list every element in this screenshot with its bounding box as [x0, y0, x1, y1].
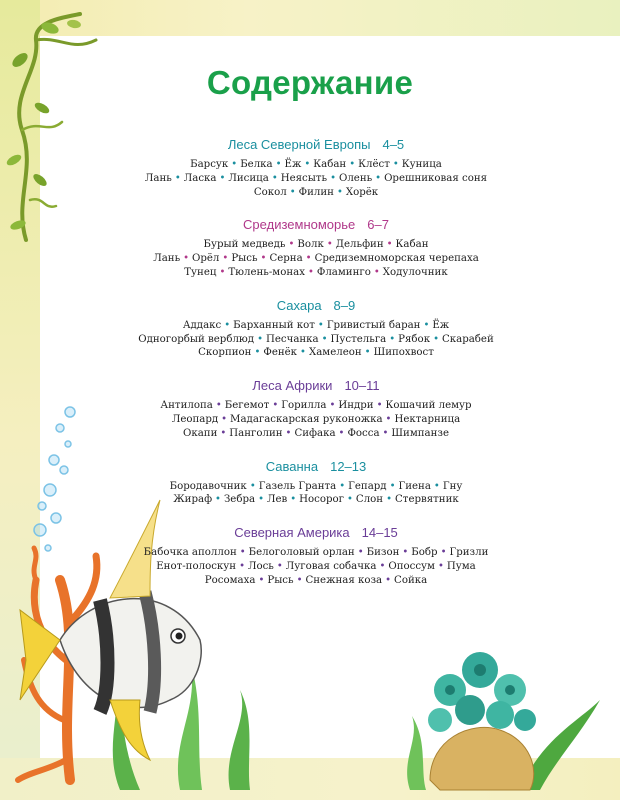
section-pages: 12–13: [330, 458, 367, 474]
section-pages: 10–11: [344, 378, 380, 394]
bullet-separator: •: [219, 266, 226, 278]
animal-name: Лось: [247, 560, 274, 572]
toc-section: [116, 216, 516, 279]
section-heading[interactable]: [116, 216, 516, 234]
animal-name: Ёж: [284, 159, 302, 170]
animal-name: Ходулочник: [382, 266, 448, 278]
bullet-separator: •: [347, 494, 353, 506]
bullet-separator: •: [437, 560, 444, 572]
animal-name: Гиена: [398, 480, 431, 492]
animal-name: Гну: [442, 480, 463, 492]
animal-name: Рысь: [231, 253, 258, 265]
animal-row: [116, 574, 516, 588]
bullet-separator: •: [220, 427, 227, 439]
animal-row: [116, 346, 516, 360]
animal-row: [116, 427, 516, 441]
animal-row: [116, 413, 516, 427]
animal-name: Скорпион: [198, 347, 252, 359]
animal-name: Скарабей: [441, 333, 494, 345]
bullet-separator: •: [271, 172, 278, 184]
bullet-separator: •: [304, 159, 311, 170]
bullet-separator: •: [423, 319, 430, 331]
bullet-separator: •: [231, 159, 238, 170]
animal-name: Мадагаскарская руконожка: [230, 413, 383, 425]
bullet-separator: •: [433, 480, 440, 492]
animal-name: Одногорбый верблюд: [138, 333, 255, 345]
animal-name: Бобр: [411, 547, 438, 559]
animal-name: Орешниковая соня: [384, 172, 488, 184]
animal-name: Аддакс: [182, 319, 222, 331]
bullet-separator: •: [349, 159, 356, 170]
animal-name: Бурый медведь: [203, 239, 286, 251]
animal-name: Носорог: [299, 494, 344, 506]
animal-name: Белка: [240, 159, 273, 170]
section-pages: 8–9: [333, 297, 356, 313]
bullet-separator: •: [276, 560, 283, 572]
section-pages: 14–15: [361, 525, 398, 541]
bullet-separator: •: [329, 400, 336, 412]
bullet-separator: •: [260, 253, 267, 265]
animal-name: Белоголовый орлан: [248, 547, 355, 559]
bullet-separator: •: [305, 253, 312, 265]
bullet-separator: •: [258, 574, 265, 586]
animal-row: [116, 546, 516, 560]
animal-name: Филин: [298, 186, 334, 198]
toc-section: [116, 377, 516, 440]
animal-row: [116, 266, 516, 280]
animal-name: Жираф: [173, 494, 213, 506]
animal-name: Фосса: [347, 427, 380, 439]
vine-illustration: [5, 14, 96, 240]
animal-row: [116, 252, 516, 266]
bullet-separator: •: [272, 400, 279, 412]
section-title: Саванна: [265, 458, 319, 474]
animal-name: Окапи: [182, 427, 218, 439]
toc-section: [116, 136, 516, 199]
animal-name: Лев: [266, 494, 288, 506]
table-of-contents: [116, 136, 516, 605]
animal-name: Тунец: [184, 266, 217, 278]
bullet-separator: •: [330, 172, 336, 184]
animal-name: Луговая собачка: [285, 560, 377, 572]
anemone-illustration: [428, 652, 536, 790]
bullet-separator: •: [317, 319, 324, 331]
animal-row: [116, 186, 516, 200]
animal-name: Хамелеон: [308, 347, 362, 359]
bullet-separator: •: [275, 159, 282, 170]
bullet-separator: •: [289, 186, 296, 198]
animal-name: Пустельга: [330, 333, 387, 345]
animal-name: Хорёк: [345, 186, 379, 198]
bullet-separator: •: [440, 547, 447, 559]
bullet-separator: •: [339, 480, 346, 492]
animal-name: Росомаха: [204, 574, 256, 586]
animal-name: Кабан: [313, 159, 347, 170]
animal-name: Неясыть: [280, 172, 328, 184]
bullet-separator: •: [300, 347, 306, 359]
bullet-separator: •: [183, 253, 190, 265]
animal-name: Антилопа: [160, 400, 213, 412]
animal-name: Зебра: [223, 494, 256, 506]
animal-name: Куница: [401, 159, 442, 170]
animal-name: Фенёк: [263, 347, 298, 359]
animal-name: Лань: [153, 253, 181, 265]
animal-name: Олень: [338, 172, 373, 184]
animal-name: Сокол: [253, 186, 287, 198]
bullet-separator: •: [379, 560, 386, 572]
page-title: Содержание: [206, 64, 414, 101]
bullet-separator: •: [239, 547, 246, 559]
bullet-separator: •: [307, 266, 314, 278]
animal-name: Бородавочник: [169, 480, 247, 492]
bullet-separator: •: [224, 319, 231, 331]
animal-name: Барсук: [190, 159, 229, 170]
bullet-separator: •: [402, 547, 409, 559]
animal-name: Кошачий лемур: [385, 400, 472, 412]
bullet-separator: •: [254, 347, 261, 359]
bullet-separator: •: [389, 480, 396, 492]
bullet-separator: •: [385, 413, 392, 425]
bullet-separator: •: [336, 186, 343, 198]
bullet-separator: •: [288, 239, 295, 251]
bullet-separator: •: [215, 494, 221, 506]
animal-name: Лань: [144, 172, 172, 184]
section-heading[interactable]: [116, 377, 516, 395]
bullet-separator: •: [215, 400, 222, 412]
section-title: Леса Африки: [252, 378, 333, 394]
bullet-separator: •: [257, 333, 263, 345]
animal-name: Стервятник: [395, 494, 459, 506]
animal-name: Слон: [355, 494, 384, 506]
animal-name: Бегемот: [224, 400, 270, 412]
animal-name: Сойка: [394, 574, 428, 586]
bullet-separator: •: [385, 574, 392, 586]
animal-name: Ёж: [432, 319, 450, 331]
bullet-separator: •: [221, 413, 228, 425]
animal-name: Опоссум: [388, 560, 435, 572]
animal-row: [116, 560, 516, 574]
animal-name: Пума: [446, 560, 476, 572]
bullet-separator: •: [386, 239, 393, 251]
bullet-separator: •: [364, 347, 371, 359]
animal-name: Бизон: [366, 547, 400, 559]
bullet-separator: •: [285, 427, 292, 439]
bullet-separator: •: [357, 547, 364, 559]
animal-name: Средиземноморская черепаха: [314, 253, 479, 265]
animal-row: [116, 333, 516, 347]
animal-name: Леопард: [171, 413, 219, 425]
animal-row: [116, 319, 516, 333]
bullet-separator: •: [386, 494, 393, 506]
section-heading[interactable]: [116, 136, 516, 154]
animal-row: [116, 158, 516, 172]
animal-row: [116, 172, 516, 186]
animal-name: Барханный кот: [233, 319, 315, 331]
toc-section: [116, 524, 516, 587]
section-title: Средиземноморье: [243, 217, 356, 233]
animal-name: Сифака: [294, 427, 336, 439]
bullet-separator: •: [219, 172, 226, 184]
animal-name: Индри: [338, 400, 374, 412]
animal-name: Песчанка: [265, 333, 319, 345]
animal-name: Снежная коза: [305, 574, 383, 586]
bullet-separator: •: [392, 159, 399, 170]
bullet-separator: •: [321, 333, 328, 345]
section-pages: 6–7: [367, 217, 389, 233]
animal-row: [116, 493, 516, 507]
animal-name: Нектарница: [394, 413, 461, 425]
animal-name: Тюлень-монах: [228, 266, 305, 278]
section-heading[interactable]: [116, 458, 516, 476]
toc-section: [116, 297, 516, 360]
animal-name: Панголин: [229, 427, 283, 439]
bullet-separator: •: [290, 494, 297, 506]
animal-name: Рябок: [398, 333, 431, 345]
animal-name: Бабочка аполлон: [143, 547, 237, 559]
animal-name: Фламинго: [316, 266, 371, 278]
animal-name: Шипохвост: [373, 347, 434, 359]
bullet-separator: •: [326, 239, 333, 251]
animal-name: Дельфин: [335, 239, 384, 251]
bullet-separator: •: [375, 172, 382, 184]
section-pages: 4–5: [382, 137, 405, 152]
animal-name: Серна: [269, 253, 303, 265]
animal-row: [116, 480, 516, 494]
animal-name: Волк: [297, 239, 324, 251]
bullet-separator: •: [338, 427, 345, 439]
section-title: Северная Америка: [234, 525, 350, 541]
bullet-separator: •: [249, 480, 256, 492]
section-heading[interactable]: [116, 524, 516, 542]
bubbles-illustration: [34, 407, 75, 551]
animal-name: Рысь: [267, 574, 294, 586]
bullet-separator: •: [433, 333, 439, 345]
bullet-separator: •: [389, 333, 396, 345]
section-heading[interactable]: [116, 297, 516, 315]
animal-name: Енот-полоскун: [156, 560, 237, 572]
animal-name: Гепард: [348, 480, 387, 492]
animal-name: Лисица: [228, 172, 269, 184]
animal-name: Горилла: [281, 400, 327, 412]
animal-name: Кабан: [395, 239, 429, 251]
toc-section: [116, 458, 516, 508]
animal-row: [116, 399, 516, 413]
animal-name: Орёл: [192, 253, 220, 265]
animal-name: Ласка: [183, 172, 217, 184]
bullet-separator: •: [296, 574, 303, 586]
section-title: Леса Северной Европы: [227, 137, 371, 152]
bullet-separator: •: [376, 400, 383, 412]
animal-name: Шимпанзе: [391, 427, 450, 439]
animal-name: Газель Гранта: [258, 480, 337, 492]
bullet-separator: •: [239, 560, 245, 572]
section-title: Сахара: [276, 297, 322, 313]
animal-name: Гривистый баран: [326, 319, 421, 331]
animal-name: Клёст: [358, 159, 390, 170]
bullet-separator: •: [258, 494, 264, 506]
bullet-separator: •: [382, 427, 389, 439]
bullet-separator: •: [373, 266, 380, 278]
animal-row: [116, 238, 516, 252]
bullet-separator: •: [174, 172, 181, 184]
bullet-separator: •: [222, 253, 229, 265]
animal-name: Гризли: [449, 547, 489, 559]
